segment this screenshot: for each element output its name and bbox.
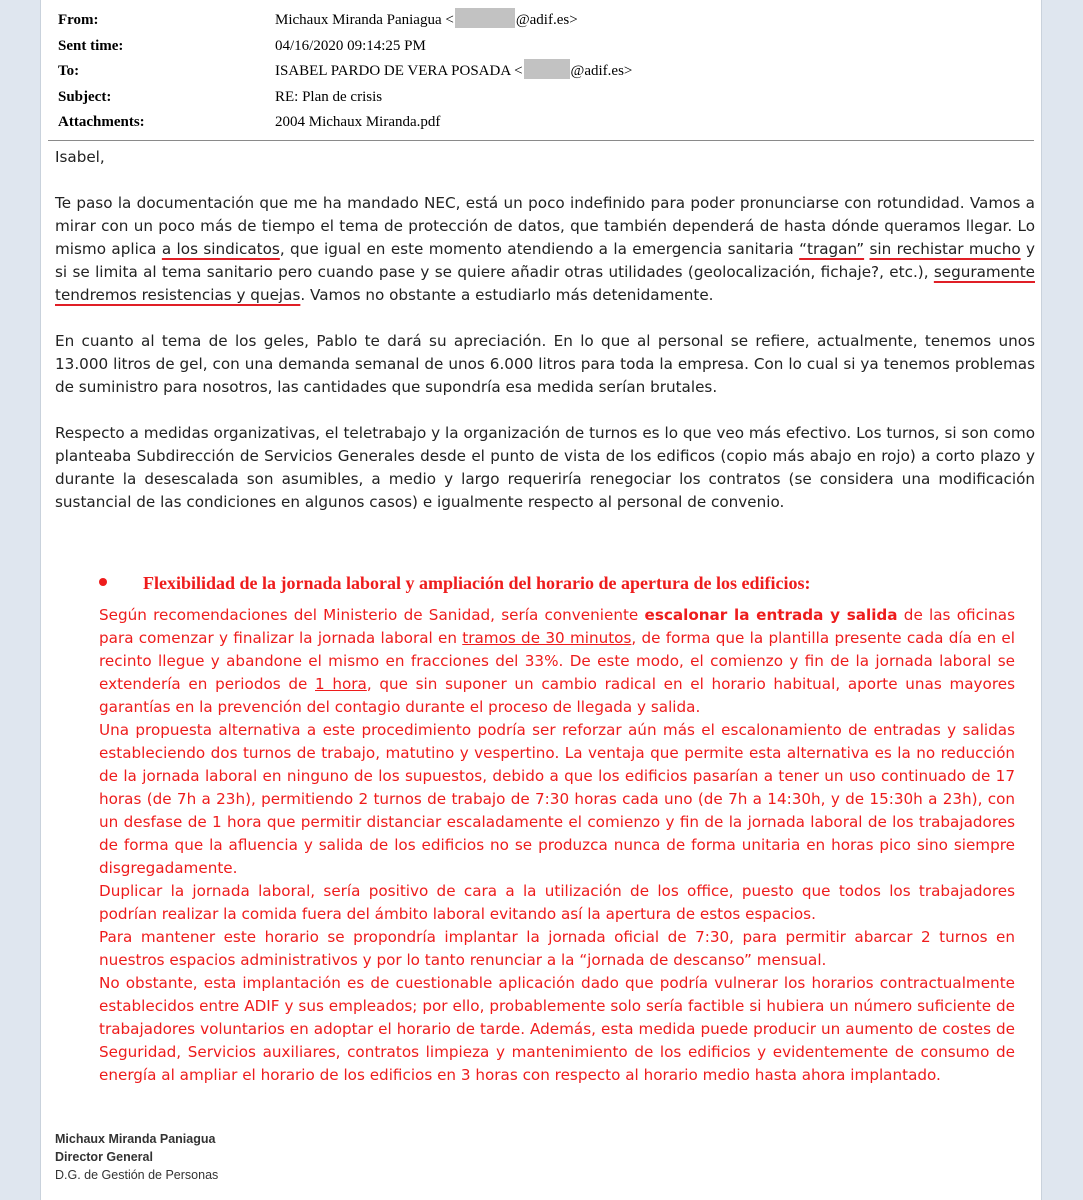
to-value (275, 59, 632, 84)
signature-name: Michaux Miranda Paniagua (55, 1132, 216, 1146)
underlined-1-hora: 1 hora (315, 675, 367, 693)
p1-text: , que igual en este momento atendiendo a la emergencia sanitaria (279, 240, 800, 258)
quoted-paragraph-4: Para mantener este horario se propondría implantar la jornada oficial de 7:30, para permitir abarcar 2 turnos en nuestros espacios administrativos y por lo tanto renunciar a la “jornada de descanso” mensual. (99, 928, 1015, 969)
sent-label: Sent time: (58, 37, 124, 54)
underlined-sindicatos: a los sindicatos (161, 240, 280, 258)
underlined-tragan: “tragan” (799, 240, 865, 258)
subject-label: Subject: (58, 88, 112, 105)
sent-row (54, 34, 1034, 60)
signature-role: Director General (55, 1150, 153, 1164)
p1-text: y si se limita al tema sanitario pero cuando pase y se quiere añadir otras utilidades (geolocalización, fichaje?, etc.), (55, 240, 1036, 281)
quoted-heading-text: Flexibilidad de la jornada laboral y ampliación del horario de apertura de los edificios: (143, 573, 811, 593)
email-page (40, 0, 1042, 1200)
paragraph-2: En cuanto al tema de los geles, Pablo te dará su apreciación. En lo que al personal se refiere, actualmente, tenemos unos 13.000 litros de gel, con una demanda semanal de unos 6.000 litros para toda la empresa. Con lo cual si ya tenemos problemas de suministro para nosotros, las cantidades que supondría esa medida serían brutales. (55, 332, 1035, 396)
redacted-block (524, 59, 570, 79)
attachments-label: Attachments: (58, 114, 145, 130)
from-value (275, 8, 578, 33)
signature (55, 1130, 218, 1184)
email-header (54, 8, 1034, 136)
to-row (54, 59, 1034, 85)
sent-value: 04/16/2020 09:14:25 PM (275, 37, 426, 54)
p1-text: Te paso la documentación que me ha mandado NEC, está un poco indefinido para poder pronunciarse con rotundidad. Vamos a mirar con un poco más de tiempo el tema de protección de datos, que también dependerá de hasta dónde queramos llegar. Lo mismo aplica (55, 194, 1035, 258)
q1-text: , que sin suponer un cambio radical en el horario habitual, aporte unas mayores garantías en la prevención del contagio durante el proceso de llegada y salida. (99, 675, 1015, 716)
quoted-paragraph-2: Una propuesta alternativa a este procedimiento podría ser reforzar aún más el escalonamiento de entradas y salidas estableciendo dos turnos de trabajo, matutino y vespertino. La ventaja que permite esta alternativa es la no reducción de la jornada laboral en ninguno de los supuestos, debido a que los edificios pasarían a tener un uso continuado de 17 horas (de 7h a 23h), permitiendo 2 turnos de trabajo de 7:30 horas cada uno (de 7h a 14:30h, y de 15:30h a 23h), con un desfase de 1 hora que permitir distanciar escaladamente el comienzo y fin de la jornada laboral de los trabajadores de forma que la afluencia y salida de los edificios no se produzca nunca de forma unitaria en horas pico sino siempre disgregadamente. (99, 721, 1015, 877)
paragraph-3: Respecto a medidas organizativas, el teletrabajo y la organización de turnos es lo que veo más efectivo. Los turnos, si son como planteaba Subdirección de Servicios Generales desde el punto de vista de los edificos (copio más abajo en rojo) a corto plazo y durante la desescalada son asumibles, a medio y largo requeriría renegociar los contratos (se considera una modificación sustancial de las condiciones en algunos casos) e igualmente respecto al personal de convenio. (55, 424, 1035, 511)
quoted-paragraph-1 (99, 604, 1015, 719)
bold-escalonar: escalonar la entrada y salida (644, 606, 898, 624)
quoted-text (99, 604, 1015, 1087)
quoted-section (99, 566, 1015, 1087)
quoted-heading (99, 566, 1015, 600)
attachment-link[interactable]: 2004 Michaux Miranda.pdf (275, 114, 441, 130)
p1-text: . Vamos no obstante a estudiarlo más detenidamente. (300, 286, 714, 304)
subject-value: RE: Plan de crisis (275, 88, 383, 105)
redacted-block (455, 8, 515, 28)
email-body (55, 146, 1035, 537)
underlined-tramos: tramos de 30 minutos (462, 629, 632, 647)
to-domain: @adif.es> (570, 63, 633, 79)
underlined-sin-rechistar: sin rechistar mucho (869, 240, 1021, 258)
attachments-row (54, 110, 1034, 136)
q1-text: , de forma que la plantilla presente cada día en el recinto llegue y abandone el mismo en fracciones del 33%. De este modo, el comienzo y fin de la jornada laboral se extendería en periodos de (99, 629, 1015, 693)
greeting: Isabel, (55, 148, 105, 166)
header-divider (48, 140, 1034, 141)
q1-text: de las oficinas para comenzar y finalizar la jornada laboral en (99, 606, 1015, 647)
quoted-paragraph-3: Duplicar la jornada laboral, sería positivo de cara a la utilización de los office, puesto que todos los trabajadores podrían realizar la comida fuera del ámbito laboral evitando así la apertura de estos espacios. (99, 882, 1015, 923)
from-row (54, 8, 1034, 34)
from-label: From: (58, 12, 99, 28)
to-label: To: (58, 63, 80, 79)
signature-dept: D.G. de Gestión de Personas (55, 1168, 219, 1182)
from-name: Michaux Miranda Paniagua < (275, 12, 454, 28)
quoted-paragraph-5: No obstante, esta implantación es de cuestionable aplicación dado que podría vulnerar los horarios contractualmente establecidos entre ADIF y sus empleados; por ello, probablemente solo sería factible si hubiera un número suficiente de trabajadores voluntarios en adoptar el horario de tarde. Además, esta medida puede producir un aumento de costes de Seguridad, Servicios auxiliares, contratos limpieza y mantenimiento de los edificios y evidentemente de consumo de energía al ampliar el horario de los edificios en 3 horas con respecto al horario medio hasta ahora implantado. (99, 974, 1015, 1084)
subject-row (54, 85, 1034, 111)
bullet-icon (99, 578, 107, 586)
to-name: ISABEL PARDO DE VERA POSADA < (275, 63, 523, 79)
paragraph-1 (55, 192, 1035, 307)
underlined-resistencias: seguramente tendremos resistencias y quejas (55, 263, 1035, 304)
q1-text: Según recomendaciones del Ministerio de Sanidad, sería conveniente (99, 606, 645, 624)
from-domain: @adif.es> (515, 12, 578, 28)
